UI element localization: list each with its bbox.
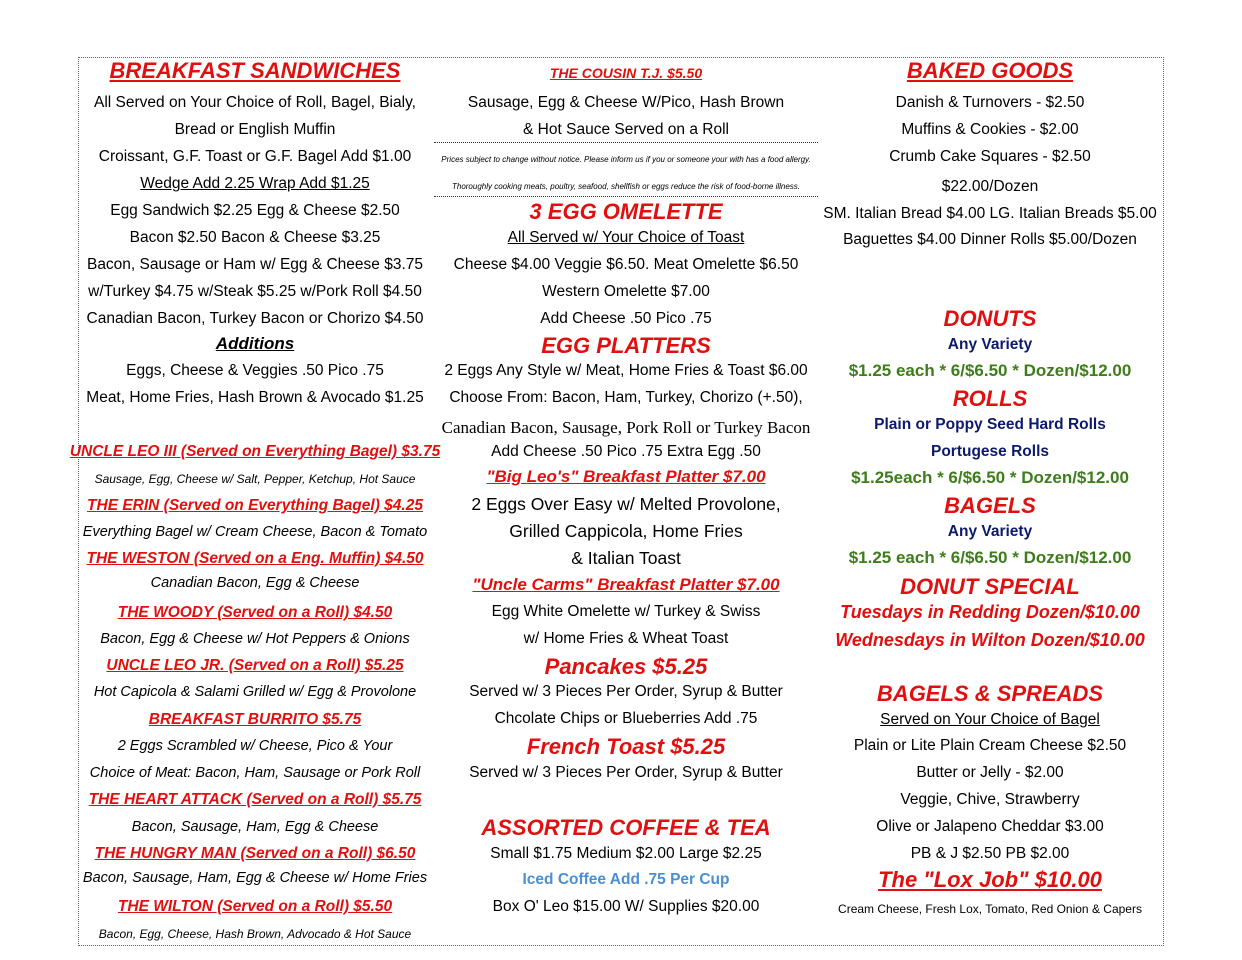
- baked-line-5: SM. Italian Bread $4.00 LG. Italian Breads $5.00: [823, 205, 1157, 222]
- uncle-carms-line-1: Egg White Omelette w/ Turkey & Swiss: [491, 603, 761, 620]
- spreads-subtitle: Served on Your Choice of Bagel: [880, 711, 1100, 728]
- baked-line-4: $22.00/Dozen: [941, 178, 1039, 195]
- platter-line-4: Add Cheese .50 Pico .75 Extra Egg .50: [491, 443, 761, 460]
- sandwich-line-5: Canadian Bacon, Turkey Bacon or Chorizo $4.50: [86, 310, 424, 327]
- sandwich-line-2: Bacon $2.50 Bacon & Cheese $3.25: [129, 229, 381, 246]
- rolls-line-2: Portugese Rolls: [931, 443, 1049, 460]
- uncle-carms-line-2: w/ Home Fries & Wheat Toast: [523, 630, 729, 647]
- rolls-price: $1.25each * 6/$6.50 * Dozen/$12.00: [851, 468, 1129, 487]
- lox-job-heading: The "Lox Job" $10.00: [878, 867, 1102, 892]
- big-leos-line-1: 2 Eggs Over Easy w/ Melted Provolone,: [471, 494, 781, 514]
- platter-line-2: Choose From: Bacon, Ham, Turkey, Chorizo (+.50),: [449, 389, 803, 406]
- omelette-line-2: Western Omelette $7.00: [542, 283, 710, 300]
- special-desc: Bacon, Egg, Cheese, Hash Brown, Advocado & Hot Sauce: [98, 927, 412, 941]
- platter-line-3: Canadian Bacon, Sausage, Pork Roll or Turkey Bacon: [441, 418, 811, 437]
- pancakes-line-1: Served w/ 3 Pieces Per Order, Syrup & Butter: [469, 683, 783, 700]
- special-name: THE HEART ATTACK (Served on a Roll) $5.75: [88, 791, 422, 808]
- sandwich-line-3: Bacon, Sausage or Ham w/ Egg & Cheese $3.75: [86, 256, 424, 273]
- lox-job-desc: Cream Cheese, Fresh Lox, Tomato, Red Onion & Capers: [838, 902, 1142, 916]
- divider: [434, 196, 818, 197]
- croissant-line: Croissant, G.F. Toast or G.F. Bagel Add $1.00: [98, 148, 412, 165]
- platter-line-1: 2 Eggs Any Style w/ Meat, Home Fries & Toast $6.00: [444, 362, 808, 379]
- served-line-1: All Served on Your Choice of Roll, Bagel, Bialy,: [94, 94, 416, 111]
- coffee-line-1: Small $1.75 Medium $2.00 Large $2.25: [490, 845, 762, 862]
- omelette-line-1: Cheese $4.00 Veggie $6.50. Meat Omelette $6.50: [453, 256, 799, 273]
- rolls-line-1: Plain or Poppy Seed Hard Rolls: [874, 416, 1106, 433]
- special-desc: Bacon, Sausage, Ham, Egg & Cheese: [131, 819, 379, 835]
- big-leos-line-3: & Italian Toast: [571, 548, 681, 568]
- bagels-price: $1.25 each * 6/$6.50 * Dozen/$12.00: [848, 548, 1132, 567]
- baked-line-2: Muffins & Cookies - $2.00: [901, 121, 1079, 138]
- sandwich-line-1: Egg Sandwich $2.25 Egg & Cheese $2.50: [110, 202, 400, 219]
- french-toast-heading: French Toast $5.25: [526, 734, 726, 759]
- cousin-tj-line-1: Sausage, Egg & Cheese W/Pico, Hash Brown: [467, 94, 785, 111]
- breakfast-sandwiches-heading: BREAKFAST SANDWICHES: [109, 58, 401, 83]
- special-name: BREAKFAST BURRITO $5.75: [148, 711, 362, 728]
- omelette-subtitle: All Served w/ Your Choice of Toast: [507, 229, 745, 246]
- big-leos-platter-title: "Big Leo's" Breakfast Platter $7.00: [486, 467, 766, 486]
- donuts-subtitle: Any Variety: [947, 336, 1033, 353]
- donuts-price: $1.25 each * 6/$6.50 * Dozen/$12.00: [848, 361, 1132, 380]
- box-o-leo-line: Box O' Leo $15.00 W/ Supplies $20.00: [492, 898, 760, 915]
- special-name: UNCLE LEO III (Served on Everything Bagel) $3.75: [69, 443, 441, 460]
- special-name: THE WOODY (Served on a Roll) $4.50: [117, 604, 393, 621]
- special-desc: Sausage, Egg, Cheese w/ Salt, Pepper, Ketchup, Hot Sauce: [94, 472, 416, 486]
- special-name: THE WESTON (Served on a Eng. Muffin) $4.50: [86, 550, 424, 567]
- omelette-heading: 3 EGG OMELETTE: [529, 199, 723, 224]
- sandwich-line-4: w/Turkey $4.75 w/Steak $5.25 w/Pork Roll $4.50: [88, 283, 422, 300]
- additions-line-1: Eggs, Cheese & Veggies .50 Pico .75: [126, 362, 384, 379]
- special-desc: Everything Bagel w/ Cream Cheese, Bacon & Tomato: [82, 524, 428, 540]
- spreads-line-5: PB & J $2.50 PB $2.00: [910, 845, 1070, 862]
- additions-line-2: Meat, Home Fries, Hash Brown & Avocado $1.25: [86, 389, 424, 406]
- special-desc: Bacon, Egg & Cheese w/ Hot Peppers & Onions: [100, 631, 410, 647]
- pancakes-line-2: Chcolate Chips or Blueberries Add .75: [494, 710, 758, 727]
- cousin-tj-title: THE COUSIN T.J. $5.50: [549, 65, 703, 81]
- special-desc: 2 Eggs Scrambled w/ Cheese, Pico & Your: [117, 738, 393, 754]
- egg-platters-heading: EGG PLATTERS: [541, 333, 711, 358]
- bagels-subtitle: Any Variety: [947, 523, 1033, 540]
- spreads-line-3: Veggie, Chive, Strawberry: [900, 791, 1080, 808]
- omelette-line-3: Add Cheese .50 Pico .75: [540, 310, 712, 327]
- donut-special-wednesday: Wednesdays in Wilton Dozen/$10.00: [835, 630, 1145, 650]
- baked-line-3: Crumb Cake Squares - $2.50: [889, 148, 1091, 165]
- bagels-heading: BAGELS: [944, 493, 1036, 518]
- donut-special-heading: DONUT SPECIAL: [900, 574, 1080, 599]
- divider: [434, 142, 818, 143]
- food-safety-notice: Thoroughly cooking meats, poultry, seafood, shellfish or eggs reduce the risk of food-borne illness.: [451, 182, 801, 191]
- rolls-heading: ROLLS: [952, 386, 1028, 411]
- coffee-tea-heading: ASSORTED COFFEE & TEA: [481, 815, 771, 840]
- spreads-line-2: Butter or Jelly - $2.00: [916, 764, 1064, 781]
- wedge-line: Wedge Add 2.25 Wrap Add $1.25: [140, 175, 370, 192]
- donuts-heading: DONUTS: [943, 306, 1037, 331]
- served-line-2: Bread or English Muffin: [174, 121, 336, 138]
- special-name: THE ERIN (Served on Everything Bagel) $4.25: [87, 497, 423, 514]
- special-desc: Bacon, Sausage, Ham, Egg & Cheese w/ Home Fries: [82, 870, 428, 886]
- cousin-tj-line-2: & Hot Sauce Served on a Roll: [523, 121, 729, 138]
- big-leos-line-2: Grilled Cappicola, Home Fries: [509, 521, 743, 541]
- baked-goods-heading: BAKED GOODS: [906, 58, 1074, 83]
- special-name: THE HUNGRY MAN (Served on a Roll) $6.50: [94, 845, 416, 862]
- special-name: THE WILTON (Served on a Roll) $5.50: [117, 898, 393, 915]
- french-toast-line-1: Served w/ 3 Pieces Per Order, Syrup & Butter: [469, 764, 783, 781]
- iced-coffee-line: Iced Coffee Add .75 Per Cup: [522, 871, 730, 888]
- special-desc: Choice of Meat: Bacon, Ham, Sausage or Pork Roll: [89, 765, 421, 781]
- bagels-spreads-heading: BAGELS & SPREADS: [876, 681, 1104, 706]
- special-desc: Hot Capicola & Salami Grilled w/ Egg & Provolone: [93, 684, 417, 700]
- baked-line-1: Danish & Turnovers - $2.50: [895, 94, 1085, 111]
- additions-heading: Additions: [215, 334, 295, 353]
- pancakes-heading: Pancakes $5.25: [544, 654, 708, 679]
- uncle-carms-platter-title: "Uncle Carms" Breakfast Platter $7.00: [472, 575, 780, 594]
- donut-special-tuesday: Tuesdays in Redding Dozen/$10.00: [840, 602, 1140, 622]
- spreads-line-4: Olive or Jalapeno Cheddar $3.00: [876, 818, 1104, 835]
- special-name: UNCLE LEO JR. (Served on a Roll) $5.25: [106, 657, 404, 674]
- baked-line-6: Baguettes $4.00 Dinner Rolls $5.00/Dozen: [843, 231, 1137, 248]
- special-desc: Canadian Bacon, Egg & Cheese: [150, 575, 360, 591]
- spreads-line-1: Plain or Lite Plain Cream Cheese $2.50: [853, 737, 1127, 754]
- allergy-notice: Prices subject to change without notice. Please inform us if you or someone your with has a food allergy.: [441, 155, 811, 164]
